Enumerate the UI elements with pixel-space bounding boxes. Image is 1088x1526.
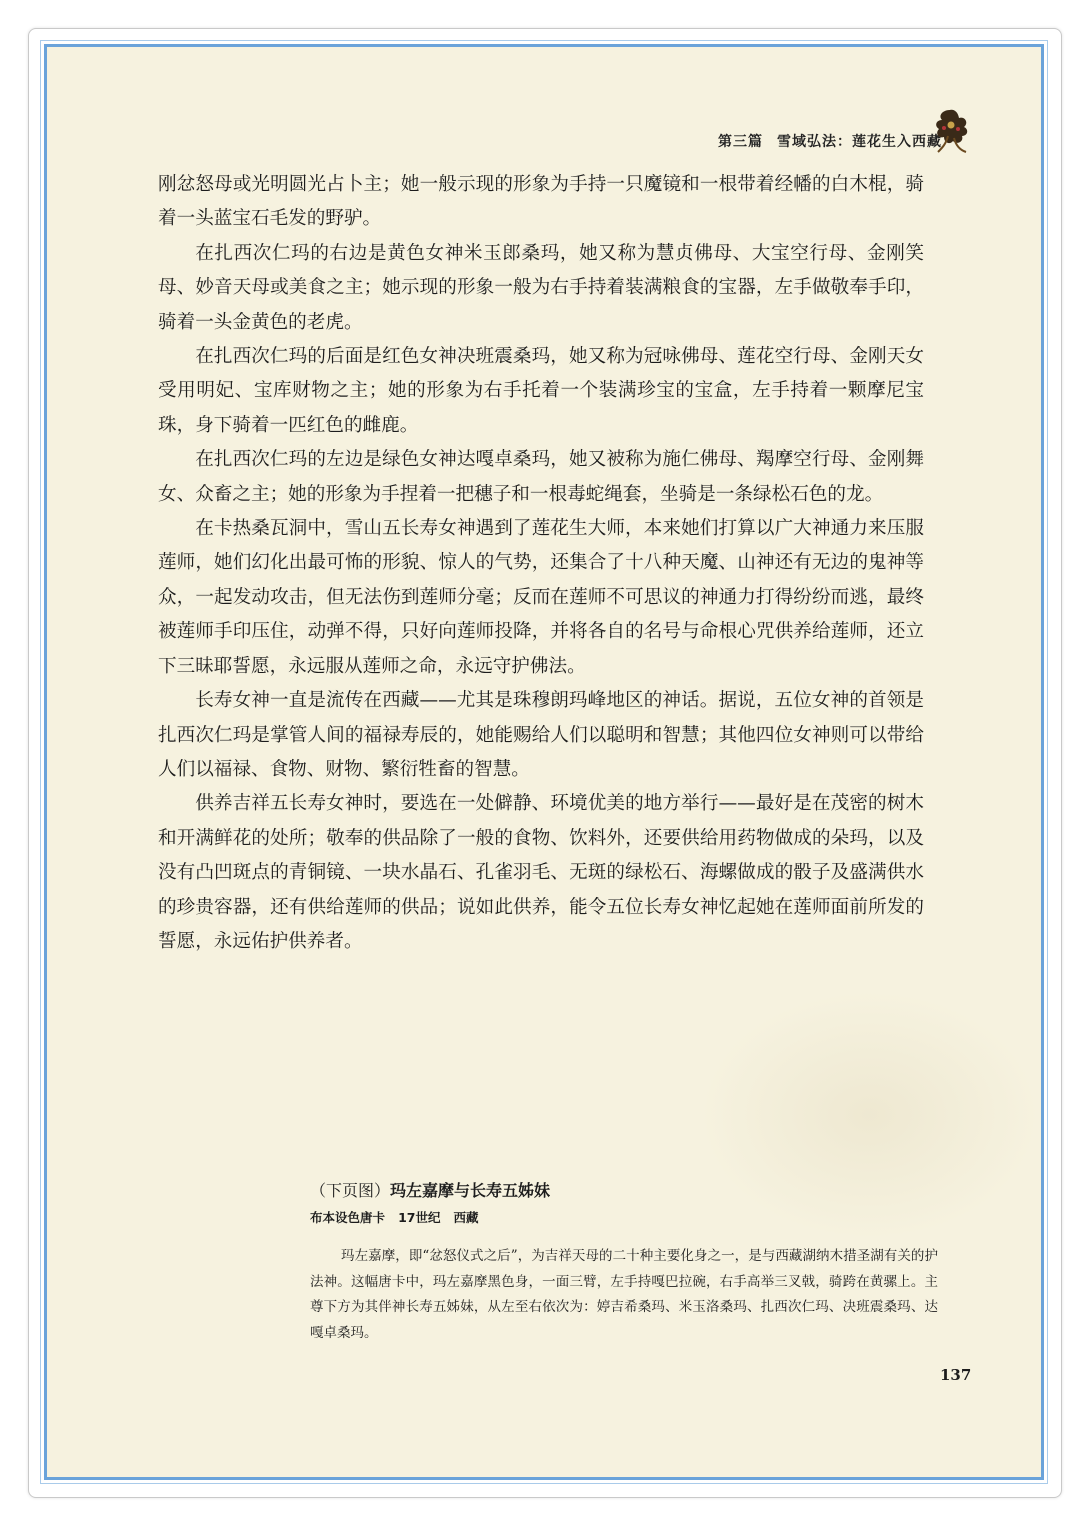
- caption-title: 玛左嘉摩与长寿五姊妹: [390, 1181, 551, 1200]
- caption-century: 17世纪: [398, 1210, 441, 1225]
- header-title: 雪域弘法：莲花生入西藏: [777, 134, 942, 150]
- caption-origin: 西藏: [453, 1210, 479, 1225]
- paragraph: 长寿女神一直是流传在西藏——尤其是珠穆朗玛峰地区的神话。据说，五位女神的首领是扎西次仁玛是掌管人间的福禄寿辰的，她能赐给人们以聪明和智慧；其他四位女神则可以带给人们以福禄、食物、财物、繁衍牲畜的智慧。: [158, 690, 924, 780]
- caption-medium: 布本设色唐卡: [310, 1210, 386, 1225]
- running-header: [718, 131, 942, 151]
- paragraph: 在扎西次仁玛的后面是红色女神决班震桑玛，她又称为冠咏佛母、莲花空行母、金刚天女受用明妃、宝库财物之主；她的形象为右手托着一个装满珍宝的宝盒，左手持着一颗摩尼宝珠，身下骑着一匹红色的雌鹿。: [158, 346, 924, 436]
- header-section: 第三篇: [718, 134, 763, 150]
- caption-description: 玛左嘉摩，即“忿怒仪式之后”，为吉祥天母的二十种主要化身之一，是与西藏湖纳木措圣湖有关的护法神。这幅唐卡中，玛左嘉摩黑色身，一面三臂，左手持嘎巴拉碗，右手高举三叉戟，骑跨在黄骡上。主尊下方为其伴神长寿五姊妹，从左至右依次为：婷吉希桑玛、米玉洛桑玛、扎西次仁玛、决班震桑玛、达嘎卓桑玛。: [310, 1248, 938, 1341]
- ornament-icon: [930, 106, 972, 156]
- paragraph: 在扎西次仁玛的右边是黄色女神米玉郎桑玛，她又称为慧贞佛母、大宝空行母、金刚笑母、妙音天母或美食之主；她示现的形象一般为右手持着装满粮食的宝器，左手做敬奉手印，骑着一头金黄色的老虎。: [158, 242, 924, 333]
- paragraph: 在卡热桑瓦洞中，雪山五长寿女神遇到了莲花生大师，本来她们打算以广大神通力来压服莲师，她们幻化出最可怖的形貌、惊人的气势，还集合了十八种天魔、山神还有无边的鬼神等众，一起发动攻击，但无法伤到莲师分毫；反而在莲师不可思议的神通力打得纷纷而逃，最终被莲师手印压住，动弹不得，只好向莲师投降，并将各自的名号与命根心咒供养给莲师，还立下三昧耶誓愿，永远服从莲师之命，永远守护佛法。: [158, 518, 924, 677]
- page-number: 137: [940, 1366, 972, 1384]
- body-text: [158, 168, 924, 959]
- figure-caption: [310, 1178, 950, 1346]
- caption-prefix: （下页图）: [310, 1181, 391, 1200]
- paragraph: 刚忿怒母或光明圆光占卜主；她一般示现的形象为手持一只魔镜和一根带着经幡的白木棍，骑着一头蓝宝石毛发的野驴。: [158, 174, 924, 230]
- caption-title-line: [310, 1178, 950, 1204]
- caption-meta: [310, 1206, 950, 1230]
- paragraph: 供养吉祥五长寿女神时，要选在一处僻静、环境优美的地方举行——最好是在茂密的树木和开满鲜花的处所；敬奉的供品除了一般的食物、饮料外，还要供给用药物做成的朵玛，以及没有凸凹斑点的青铜镜、一块水晶石、孔雀羽毛、无斑的绿松石、海螺做成的骰子及盛满供水的珍贵容器，还有供给莲师的供品；说如此供养，能令五位长寿女神忆起她在莲师面前所发的誓愿，永远佑护供养者。: [158, 793, 924, 952]
- paragraph: 在扎西次仁玛的左边是绿色女神达嘎卓桑玛，她又被称为施仁佛母、羯摩空行母、金刚舞女、众畜之主；她的形象为手捏着一把穗子和一根毒蛇绳套，坐骑是一条绿松石色的龙。: [158, 449, 924, 505]
